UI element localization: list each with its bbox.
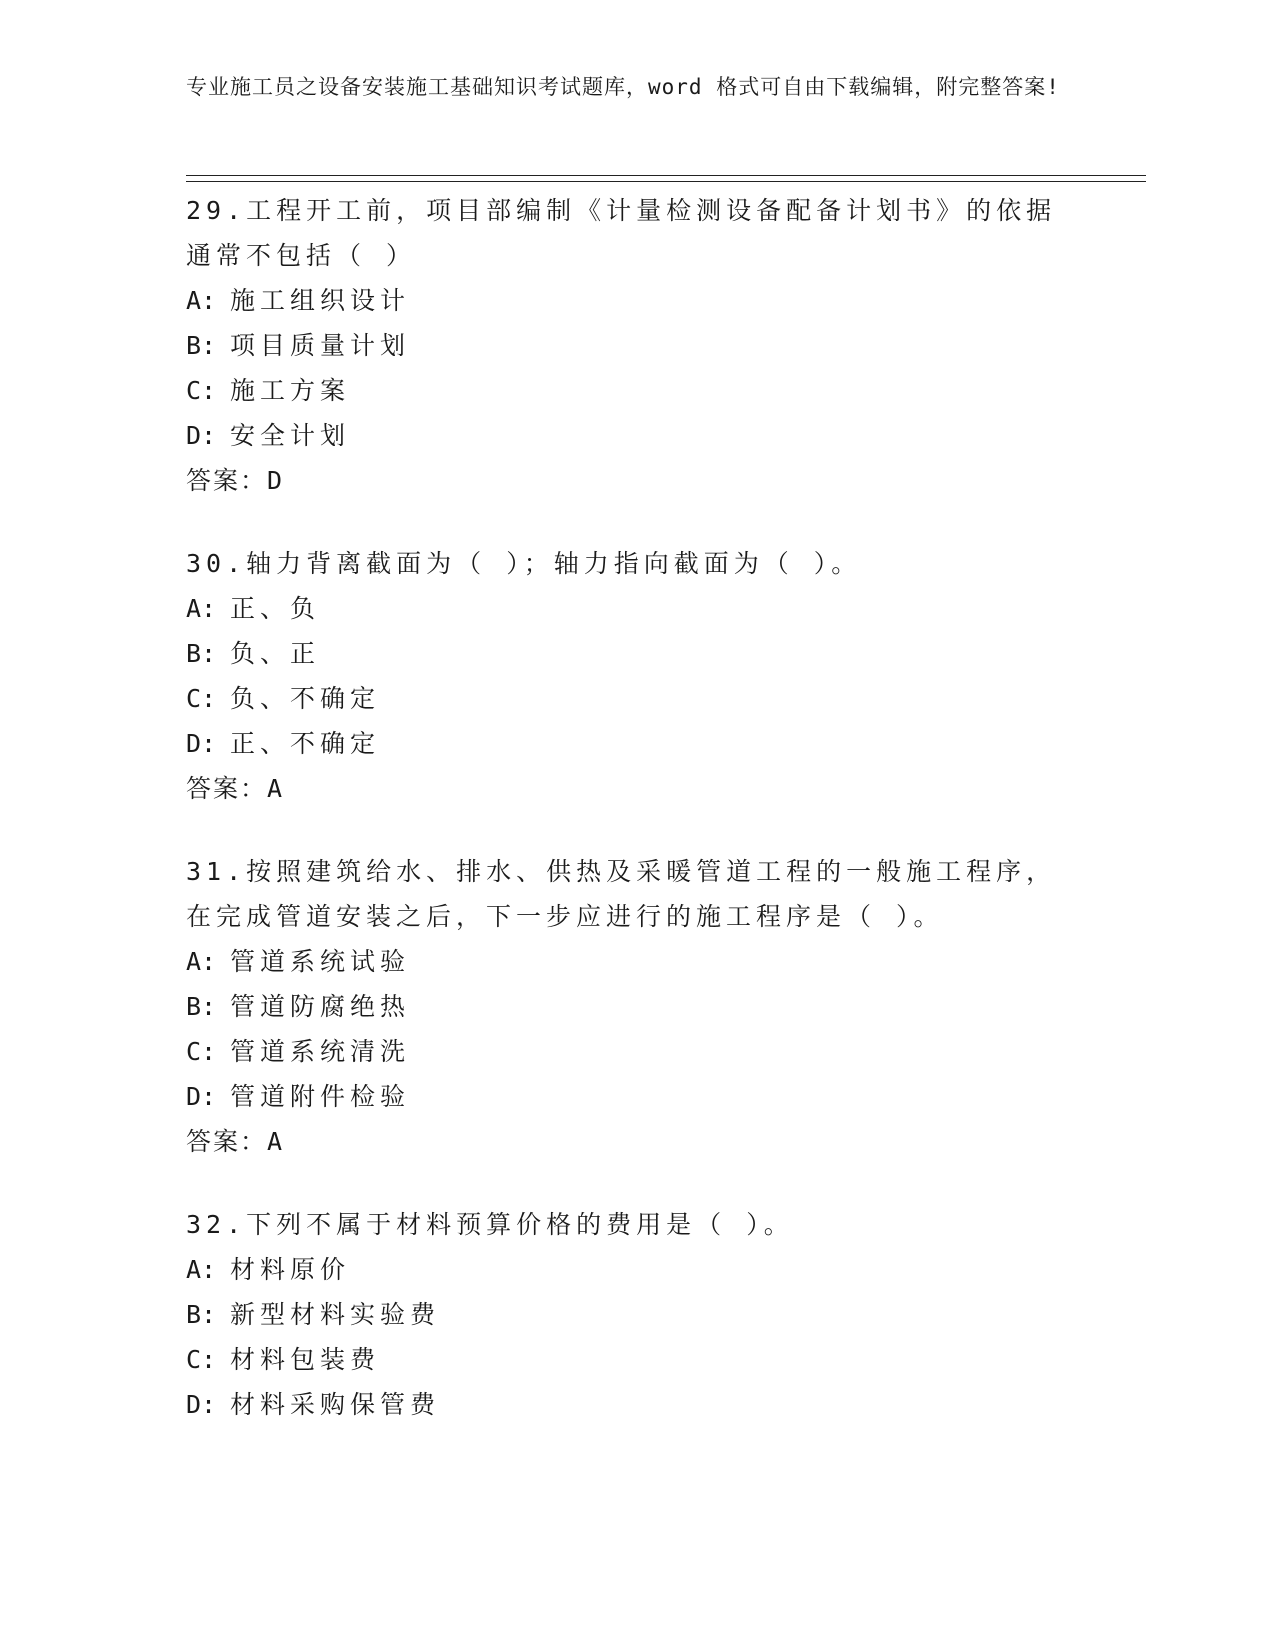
option-letter: A:: [186, 947, 217, 976]
option-text: 材料包装费: [230, 1345, 381, 1374]
question-stem: 29.工程开工前，项目部编制《计量检测设备配备计划书》的依据通常不包括（ ）: [186, 196, 1057, 270]
option-text: 项目质量计划: [230, 331, 411, 360]
option-d: [186, 1074, 1086, 1119]
option-text: 正、不确定: [230, 729, 381, 758]
question-32: [186, 1202, 1086, 1427]
option-a: [186, 586, 1086, 631]
option-letter: B:: [186, 331, 217, 360]
option-c: [186, 1337, 1086, 1382]
question-list: [186, 188, 1086, 1465]
option-b: [186, 984, 1086, 1029]
option-text: 管道附件检验: [230, 1082, 411, 1111]
answer-line: 答案：A: [186, 1127, 285, 1156]
option-letter: B:: [186, 639, 217, 668]
question-29: [186, 188, 1086, 503]
option-b: [186, 1292, 1086, 1337]
option-text: 负、不确定: [230, 684, 381, 713]
option-b: [186, 631, 1086, 676]
answer-line: 答案：D: [186, 466, 285, 495]
option-letter: D:: [186, 729, 217, 758]
option-text: 材料采购保管费: [230, 1390, 441, 1419]
option-text: 管道系统清洗: [230, 1037, 411, 1066]
option-text: 新型材料实验费: [230, 1300, 441, 1329]
header-divider-top: [186, 175, 1146, 176]
answer-line: 答案：A: [186, 774, 285, 803]
option-d: [186, 413, 1086, 458]
option-letter: C:: [186, 1345, 217, 1374]
question-stem: 31.按照建筑给水、排水、供热及采暖管道工程的一般施工程序，在完成管道安装之后，下一步应进行的施工程序是（ ）。: [186, 857, 1057, 931]
option-letter: B:: [186, 1300, 217, 1329]
question-stem: 32.下列不属于材料预算价格的费用是（ ）。: [186, 1210, 794, 1239]
option-letter: C:: [186, 376, 217, 405]
option-d: [186, 1382, 1086, 1427]
option-a: [186, 278, 1086, 323]
option-b: [186, 323, 1086, 368]
option-text: 安全计划: [230, 421, 351, 450]
option-d: [186, 721, 1086, 766]
option-letter: A:: [186, 594, 217, 623]
option-letter: C:: [186, 684, 217, 713]
option-text: 管道防腐绝热: [230, 992, 411, 1021]
document-header: 专业施工员之设备安装施工基础知识考试题库，word 格式可自由下载编辑，附完整答案!: [186, 75, 1060, 99]
option-text: 材料原价: [230, 1255, 351, 1284]
option-c: [186, 676, 1086, 721]
header-divider-bottom: [186, 181, 1146, 182]
option-letter: B:: [186, 992, 217, 1021]
question-30: [186, 541, 1086, 811]
option-c: [186, 368, 1086, 413]
option-a: [186, 1247, 1086, 1292]
option-letter: C:: [186, 1037, 217, 1066]
option-c: [186, 1029, 1086, 1074]
option-text: 管道系统试验: [230, 947, 411, 976]
option-text: 施工组织设计: [230, 286, 411, 315]
question-stem: 30.轴力背离截面为（ ）；轴力指向截面为（ ）。: [186, 549, 862, 578]
option-letter: D:: [186, 421, 217, 450]
question-31: [186, 849, 1086, 1164]
option-text: 施工方案: [230, 376, 351, 405]
option-letter: D:: [186, 1082, 217, 1111]
option-letter: A:: [186, 286, 217, 315]
option-letter: A:: [186, 1255, 217, 1284]
option-text: 正、负: [230, 594, 321, 623]
option-a: [186, 939, 1086, 984]
option-letter: D:: [186, 1390, 217, 1419]
option-text: 负、正: [230, 639, 321, 668]
